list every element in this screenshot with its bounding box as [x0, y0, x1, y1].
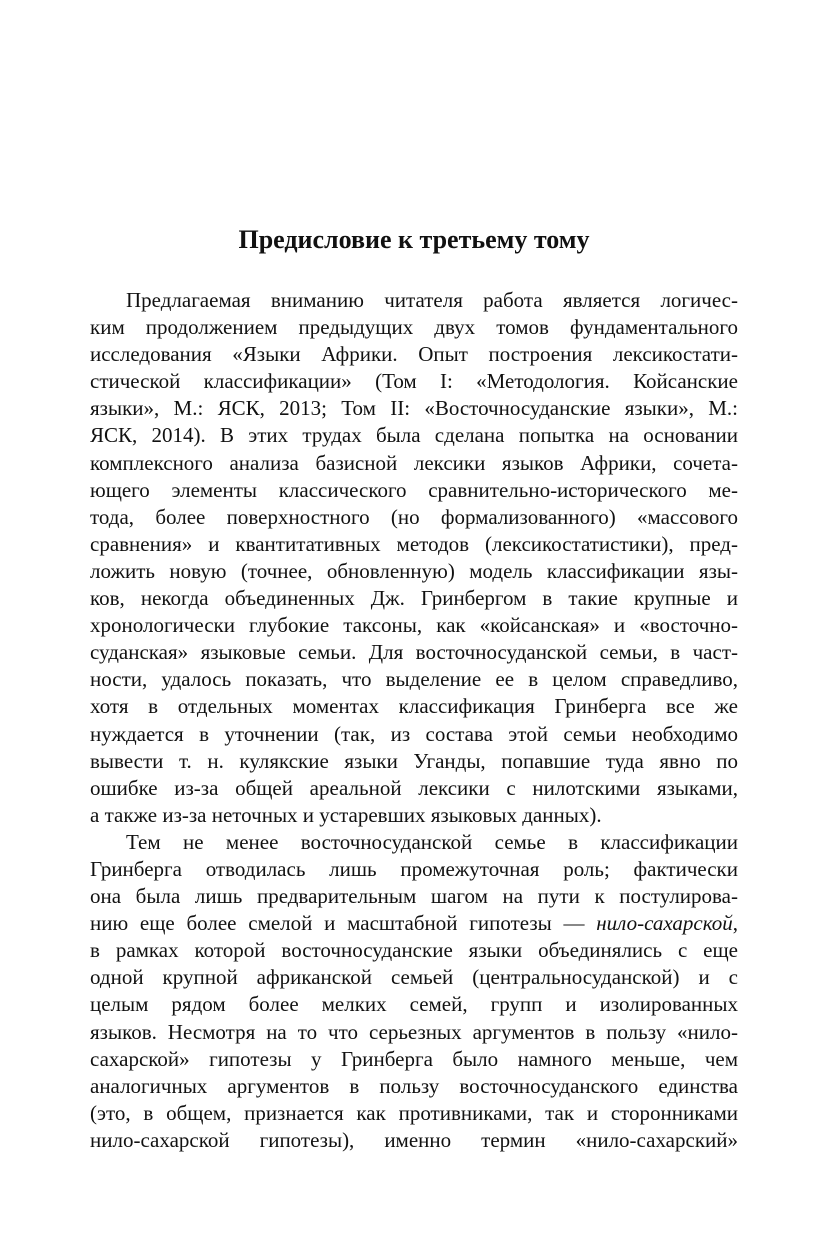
- text-line: ЯСК, 2014). В этих трудах была сделана попытка на основании: [90, 423, 738, 448]
- text-line: она была лишь предварительным шагом на пути к постулирова-: [90, 884, 738, 909]
- text-line: нило-сахарской гипотезы), именно термин «нило-сахарский»: [90, 1127, 738, 1152]
- text-line-with-italic: [90, 910, 738, 937]
- body-text: [90, 287, 738, 1154]
- text-line: ложить новую (точнее, обновленную) модель классификации язы-: [90, 558, 738, 583]
- text-line: суданская» языковые семьи. Для восточносуданской семьи, в част-: [90, 640, 738, 665]
- text-line: ков, некогда объединенных Дж. Гринбергом в такие крупные и: [90, 586, 738, 611]
- text-line: а также из-за неточных и устаревших языковых данных).: [90, 802, 602, 827]
- text-line: в рамках которой восточносуданские языки объединялись с еще: [90, 938, 738, 963]
- paragraph-2: [90, 829, 738, 1154]
- text-line: Гринберга отводилась лишь промежуточная роль; фактически: [90, 856, 738, 881]
- text-line: ошибке из-за общей ареальной лексики с нилотскими языками,: [90, 775, 738, 800]
- text-line: нуждается в уточнении (так, из состава этой семьи необходимо: [90, 721, 738, 746]
- text-line: целым рядом более мелких семей, групп и изолированных: [90, 992, 738, 1017]
- text-line: Тем не менее восточносуданской семье в классификации: [126, 829, 738, 854]
- text-line: аналогичных аргументов в пользу восточносуданского единства: [90, 1073, 738, 1098]
- text-line: стической классификации» (Том I: «Методология. Койсанские: [90, 369, 738, 394]
- text-line: ности, удалось показать, что выделение ее в целом справедливо,: [90, 667, 738, 692]
- text-line: хотя в отдельных моментах классификация Гринберга все же: [90, 694, 738, 719]
- text-line: вывести т. н. кулякские языки Уганды, попавшие туда явно по: [90, 748, 738, 773]
- text-segment: ,: [732, 911, 738, 936]
- text-line: хронологически глубокие таксоны, как «койсанская» и «восточно-: [90, 613, 738, 638]
- paragraph-1: [90, 287, 738, 829]
- text-line: тода, более поверхностного (но формализованного) «массового: [90, 504, 738, 529]
- text-line: исследования «Языки Африки. Опыт построения лексикостати-: [90, 342, 738, 367]
- text-line: комплексного анализа базисной лексики языков Африки, сочета-: [90, 450, 738, 475]
- text-line: языков. Несмотря на то что серьезных аргументов в пользу «нило-: [90, 1019, 738, 1044]
- text-line: сахарской» гипотезы у Гринберга было намного меньше, чем: [90, 1046, 738, 1071]
- text-line: языки», М.: ЯСК, 2013; Том II: «Восточносуданские языки», М.:: [90, 396, 738, 421]
- text-line: (это, в общем, признается как противниками, так и сторонниками: [90, 1100, 738, 1125]
- text-line: Предлагаемая вниманию читателя работа является логичес-: [126, 288, 738, 312]
- text-line: сравнения» и квантитативных методов (лексикостатистики), пред-: [90, 531, 738, 556]
- text-segment: нию еще более смелой и масштабной гипотезы —: [90, 911, 597, 936]
- text-line: ющего элементы классического сравнительно-исторического ме-: [90, 477, 738, 502]
- text-line: одной крупной африканской семьей (центральносуданской) и с: [90, 965, 738, 990]
- text-line: ким продолжением предыдущих двух томов фундаментального: [90, 315, 738, 340]
- page-title: Предисловие к третьему тому: [238, 225, 590, 254]
- italic-term: нило-сахарской: [596, 911, 733, 936]
